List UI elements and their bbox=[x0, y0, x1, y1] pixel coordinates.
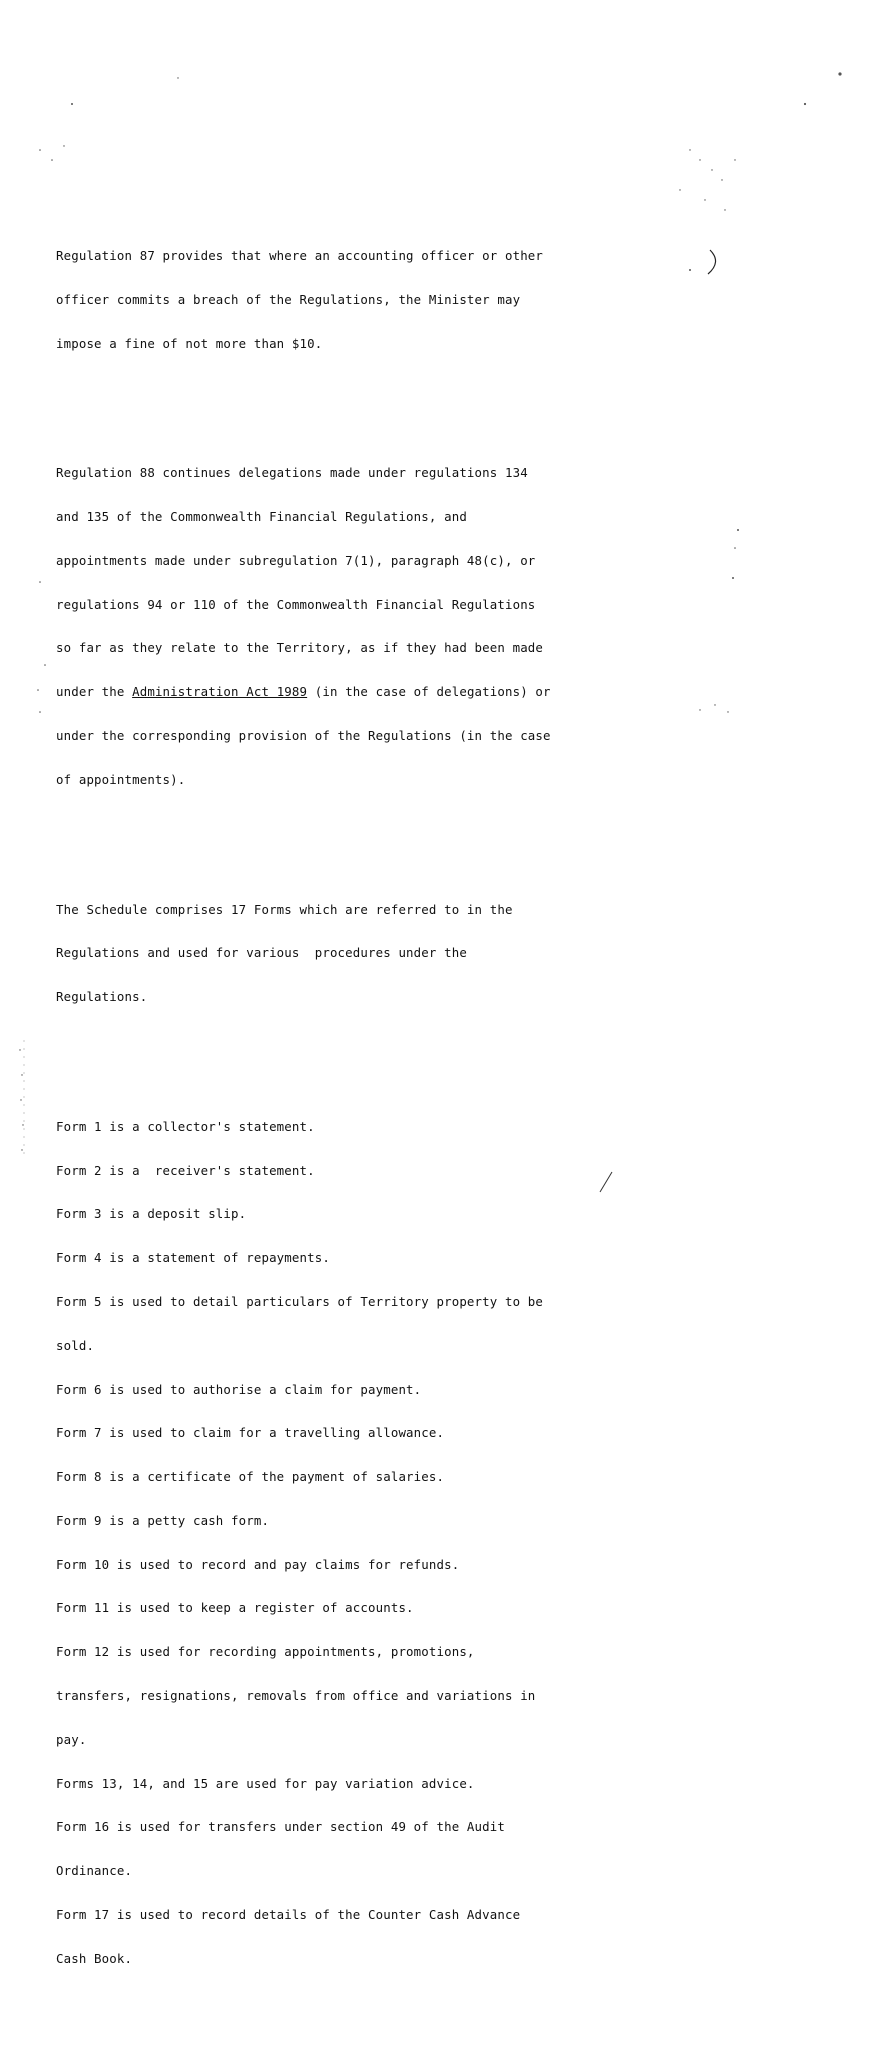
text-line: impose a fine of not more than $10. bbox=[56, 335, 323, 351]
form-line: Form 1 is a collector's statement. bbox=[56, 1118, 315, 1134]
text-line: Regulations. bbox=[56, 989, 148, 1005]
form-line: Form 10 is used to record and pay claims for refunds. bbox=[56, 1556, 460, 1572]
text-line: of appointments). bbox=[56, 771, 186, 787]
paragraph-schedule bbox=[56, 873, 656, 1034]
paragraph-regulation-88 bbox=[56, 437, 656, 816]
form-line: Form 9 is a petty cash form. bbox=[56, 1512, 270, 1528]
text-line: so far as they relate to the Territory, as if they had been made bbox=[56, 640, 544, 656]
text-line: and 135 of the Commonwealth Financial Regulations, and bbox=[56, 509, 467, 525]
text-line: Regulations and used for various procedures under the bbox=[56, 945, 467, 961]
form-line: pay. bbox=[56, 1731, 87, 1747]
forms-list bbox=[56, 1091, 656, 1996]
form-line: Form 16 is used for transfers under section 49 of the Audit bbox=[56, 1819, 505, 1835]
form-line: transfers, resignations, removals from office and variations in bbox=[56, 1687, 536, 1703]
text-line: under the corresponding provision of the Regulations (in the case bbox=[56, 727, 551, 743]
form-line: Form 2 is a receiver's statement. bbox=[56, 1162, 315, 1178]
form-line: Ordinance. bbox=[56, 1863, 133, 1879]
form-line: Form 3 is a deposit slip. bbox=[56, 1206, 247, 1222]
text-line: Regulation 88 continues delegations made under regulations 134 bbox=[56, 465, 528, 481]
form-line: Form 4 is a statement of repayments. bbox=[56, 1250, 330, 1266]
form-line: Form 11 is used to keep a register of accounts. bbox=[56, 1600, 414, 1616]
document-body bbox=[56, 176, 656, 2052]
text-line: officer commits a breach of the Regulations, the Minister may bbox=[56, 291, 521, 307]
form-line: Forms 13, 14, and 15 are used for pay variation advice. bbox=[56, 1775, 475, 1791]
form-line: Form 8 is a certificate of the payment of salaries. bbox=[56, 1469, 445, 1485]
paragraph-regulation-87 bbox=[56, 220, 656, 381]
form-line: sold. bbox=[56, 1337, 95, 1353]
text-line-with-act-title bbox=[56, 685, 656, 700]
form-line: Form 6 is used to authorise a claim for payment. bbox=[56, 1381, 422, 1397]
form-line: Cash Book. bbox=[56, 1950, 133, 1966]
form-line: Form 17 is used to record details of the Counter Cash Advance bbox=[56, 1906, 521, 1922]
act-title-underlined: Administration Act 1989 bbox=[132, 684, 308, 700]
text-line: appointments made under subregulation 7(1), paragraph 48(c), or bbox=[56, 552, 536, 568]
form-line: Form 7 is used to claim for a travelling allowance. bbox=[56, 1425, 445, 1441]
text-line: Regulation 87 provides that where an accounting officer or other bbox=[56, 247, 544, 263]
text-line: regulations 94 or 110 of the Commonwealth Financial Regulations bbox=[56, 596, 536, 612]
text-fragment: under the bbox=[56, 684, 133, 700]
text-fragment: (in the case of delegations) or bbox=[307, 684, 551, 700]
form-line: Form 12 is used for recording appointments, promotions, bbox=[56, 1644, 475, 1660]
form-line: Form 5 is used to detail particulars of Territory property to be bbox=[56, 1293, 544, 1309]
text-line: The Schedule comprises 17 Forms which are referred to in the bbox=[56, 901, 513, 917]
